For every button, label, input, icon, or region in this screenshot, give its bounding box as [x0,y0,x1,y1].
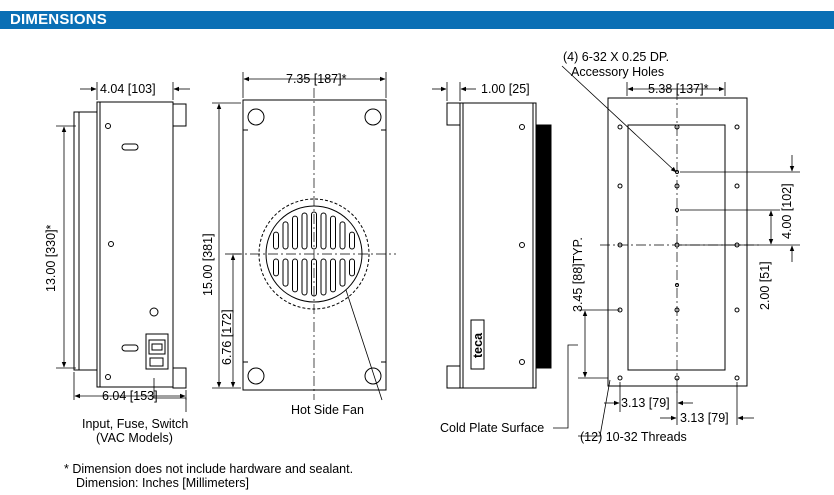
corner-hole [248,368,264,384]
callout-input-line2: (VAC Models) [96,431,173,445]
mounting-hole [618,376,622,380]
dim-plate-width: 5.38 [137]* [648,82,709,96]
grille-slot [283,222,288,249]
callout-threads: (12) 10-32 Threads [580,430,687,444]
cold-plate-view [600,90,760,395]
callout-cold-plate: Cold Plate Surface [440,421,545,435]
corner-hole [248,109,264,125]
mounting-hole [618,125,622,129]
cold-plate-outer [608,98,747,386]
grille-slot [350,232,355,249]
callout-input [82,417,188,445]
mounting-hole [735,376,739,380]
dim-hole-horizontal-2: 3.13 [79] [680,411,729,425]
dim-bottom-width: 6.04 [153] [102,389,158,403]
corner-hole [365,109,381,125]
grille-slot [302,213,307,249]
mounting-hole [735,308,739,312]
dim-typ-spacing: 3.45 [88]TYP. [571,237,585,312]
callout-hot-side-fan: Hot Side Fan [291,403,364,417]
grille-slot [331,259,336,292]
accessory-holes-line1: (4) 6-32 X 0.25 DP. [563,50,670,64]
grille-slot [283,259,288,286]
mounting-hole [735,125,739,129]
mounting-hole [735,184,739,188]
cold-plate-surface-block [536,125,551,368]
dim-side-width: 4.04 [103] [100,82,156,96]
dim-hole-horizontal-1: 3.13 [79] [621,396,670,410]
grille-slot [340,222,345,249]
cold-side-view [447,103,551,388]
grille-slot [274,232,279,249]
dim-front-width: 7.35 [187]* [286,72,347,86]
grille-slot [331,216,336,249]
dim-hole-vertical-1: 4.00 [102] [780,183,794,239]
grille-slot [293,216,298,249]
page-title: DIMENSIONS [10,11,108,28]
dim-cold-offset: 1.00 [25] [481,82,530,96]
mounting-hole [618,184,622,188]
dim-front-height: 15.00 [381] [201,233,215,296]
front-view [232,88,396,400]
side-view-cold-plate [74,112,97,370]
accessory-hole [676,209,679,212]
grille-slot [350,259,355,276]
grille-slot [293,259,298,292]
dimension-lines [56,66,800,436]
grille-slot [274,259,279,276]
grille-slot [340,259,345,286]
side-view [74,102,186,388]
power-entry-module [146,334,168,369]
dim-hole-vertical-2: 2.00 [51] [758,261,772,310]
dim-fan-height: 6.76 [172] [220,309,234,365]
corner-hole [365,368,381,384]
accessory-holes-line2: Accessory Holes [571,65,665,79]
grille-slot [321,259,326,295]
dim-side-height: 13.00 [330]* [44,224,58,292]
grille-slot [321,213,326,249]
footnote [64,462,353,490]
cold-plate-surface [628,125,725,370]
side-view-top-handle [173,104,186,126]
teca-logo: teca [471,332,485,358]
footnote-line2: Dimension: Inches [Millimeters] [76,476,249,490]
side-view-bottom-handle [173,368,186,388]
callout-input-line1: Input, Fuse, Switch [82,417,189,431]
grille-slot [302,259,307,295]
footnote-line1: * Dimension does not include hardware and sealant. [64,462,354,476]
